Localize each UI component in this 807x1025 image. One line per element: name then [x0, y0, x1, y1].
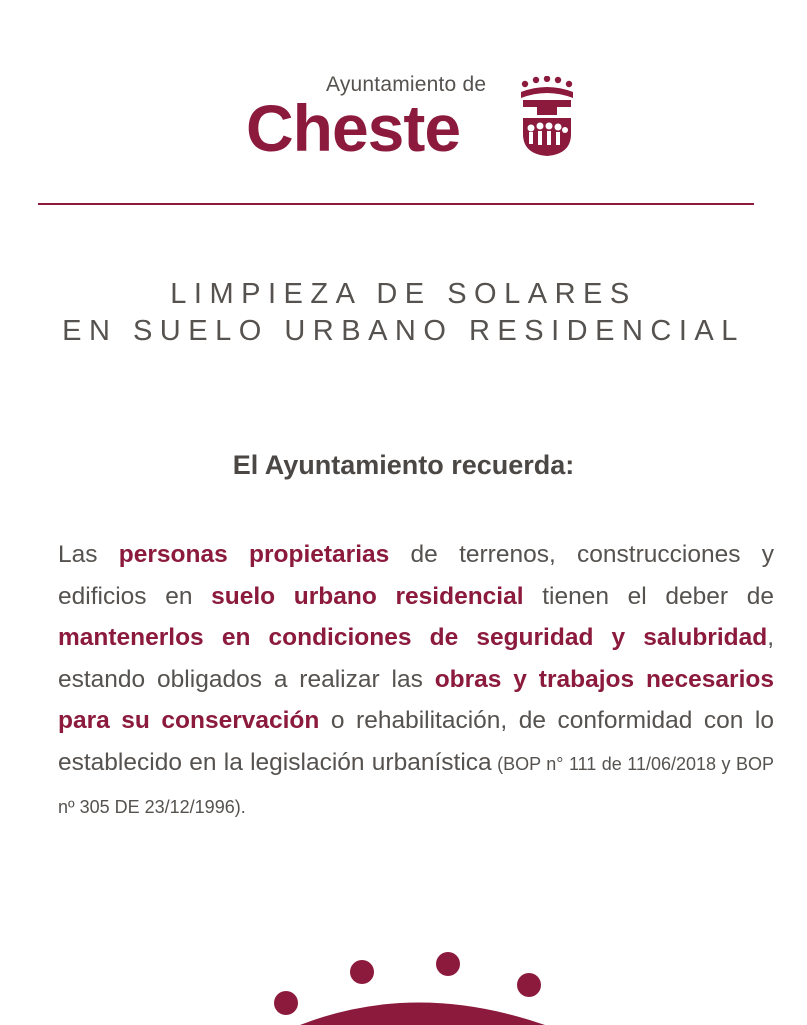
body-text-4: , estando obligados a realizar las: [58, 624, 774, 693]
logo-title: Cheste: [246, 91, 461, 165]
page-title-line-2: EN SUELO URBANO RESIDENCIAL: [62, 315, 745, 347]
body-text-3: tienen el deber de: [523, 582, 774, 610]
logo-subtitle: Ayuntamiento de: [326, 73, 487, 96]
page-title-line-1: LIMPIEZA DE SOLARES: [170, 278, 637, 310]
notice-subheading: El Ayuntamiento recuerda:: [232, 450, 575, 480]
highlight-urban-land: suelo urbano residencial: [211, 582, 524, 610]
highlight-maintain: mantenerlos en condiciones de seguridad y salubridad: [58, 624, 768, 651]
legal-reference: (BOP n° 111 de 11/06/2018 y BOP nº 305 DE 23/12/1996).: [58, 753, 774, 817]
highlight-works: obras y trabajos necesarios para su conservación: [58, 665, 774, 734]
notice-paragraph: [58, 534, 774, 829]
header-divider: [38, 203, 754, 205]
body-text-2: de terrenos, construcciones y edificios en: [58, 541, 775, 610]
bottom-crown-icon: [270, 945, 560, 1025]
town-crest-icon: [517, 76, 577, 158]
body-text-5: o rehabilitación, de conformidad con lo establecido en la legislación urbanística: [58, 707, 774, 776]
highlight-owners: personas propietarias: [118, 541, 390, 568]
body-text-1: Las: [58, 541, 119, 568]
